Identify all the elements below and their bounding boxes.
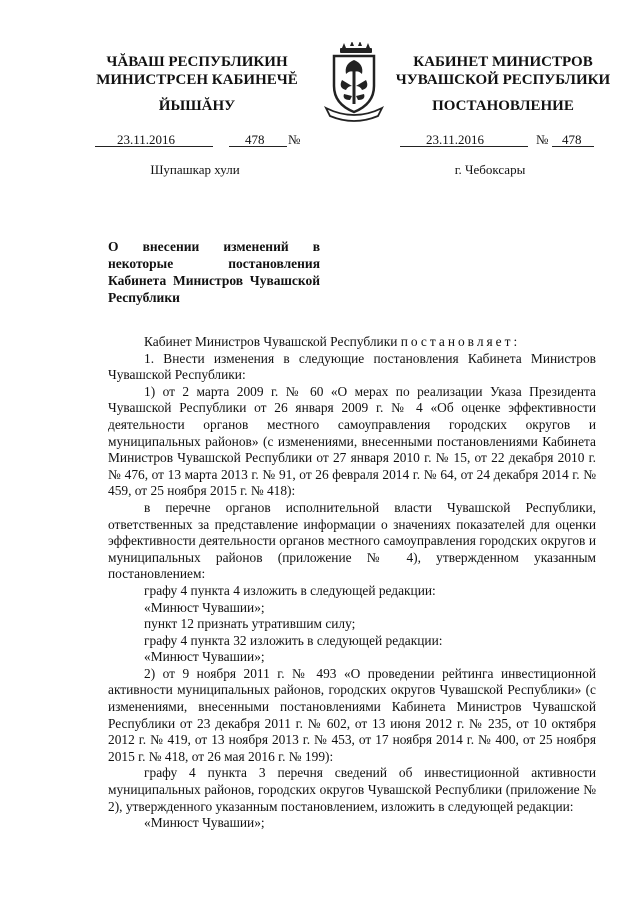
intro-resolves: постановляет: [400, 334, 521, 349]
header-left-line2: МИНИСТРСЕН КАБИНЕЧĔ [96, 72, 298, 88]
body-paragraph: «Минюст Чувашии»; [144, 815, 265, 831]
body-paragraph: графу 4 пункта 32 изложить в следующей редакции: [144, 632, 443, 648]
body-paragraph: «Минюст Чувашии»; [144, 649, 265, 665]
header-right-line1: КАБИНЕТ МИНИСТРОВ [413, 54, 593, 70]
header-left-block [82, 53, 312, 89]
header-left-line1: ЧĂВАШ РЕСПУБЛИКИН [106, 54, 288, 70]
number-sign-left: № [288, 132, 301, 147]
doctype-right: ПОСТАНОВЛЕНИЕ [432, 98, 574, 114]
number-sign-right: № [536, 132, 549, 147]
header-right-line2: ЧУВАШСКОЙ РЕСПУБЛИКИ [395, 72, 611, 88]
body-paragraph: «Минюст Чувашии»; [144, 599, 265, 615]
place-russian: г. Чебоксары [454, 162, 526, 177]
intro-paragraph [108, 334, 596, 351]
place-chuvash: Шупашкар хули [150, 162, 240, 177]
doc-number-left [95, 132, 310, 148]
document-title: О внесении изменений в некоторые постановления Кабинета Министров Чувашской Республики [108, 239, 320, 305]
doc-date-right: 23.11.2016 [426, 132, 485, 147]
header-right-block [388, 53, 618, 89]
body-paragraph: графу 4 пункта 3 перечня сведений об инвестиционной активности муниципальных районов, городских округов Чувашской Республики (приложение № 2), утвержденного указанным постановлением, изложить в следующей редакции: [108, 765, 596, 814]
body-paragraph: пункт 12 признать утратившим силу; [144, 616, 356, 632]
doc-date-left: 23.11.2016 [117, 132, 176, 147]
doctype-left: ЙЫШĂНУ [158, 98, 236, 114]
body-paragraph: 2) от 9 ноября 2011 г. № 493 «О проведении рейтинга инвестиционной активности муниципальных районов, городских округов Чувашской Республики» (с изменениями, внесенными постановлениями Кабинета Министров Чувашской Республики от 23 декабря 2011 г. № 602, от 13 июня 2012 г. № 235, от 10 октября 2012 г. № 419, от 13 ноября 2013 г. № 453, от 17 ноября 2014 г. № 400, от 25 ноября 2015 г. № 418, от 26 мая 2016 г. № 199): [108, 665, 596, 764]
body-paragraph: графу 4 пункта 4 изложить в следующей редакции: [144, 582, 436, 598]
document-body [108, 334, 596, 832]
body-paragraph: 1) от 2 марта 2009 г. № 60 «О мерах по реализации Указа Президента Чувашской Республики от 26 января 2009 г. № 4 «Об оценке эффективности деятельности органов местного самоуправления городских округов и муниципальных районов» (с изменениями, внесенными постановлениями Кабинета Министров Чувашской Республики от 27 января 2010 г. № 15, от 22 декабря 2010 г. № 476, от 13 марта 2013 г. № 91, от 26 февраля 2014 г. № 64, от 24 декабря 2014 г. № 459, от 25 ноября 2015 г. № 418): [108, 383, 596, 499]
body-paragraph: в перечне органов исполнительной власти Чувашской Республики, ответственных за представление информации о значениях показателей для оценки эффективности деятельности органов местного самоуправления городских округов и муниципальных районов (приложение № 4), утвержденном указанным постановлением: [108, 499, 596, 582]
body-paragraph: 1. Внести изменения в следующие постановления Кабинета Министров Чувашской Республики: [108, 350, 596, 383]
doc-number-right-value: 478 [562, 132, 582, 147]
coat-of-arms-icon [320, 42, 388, 124]
doc-number-left-value: 478 [245, 132, 265, 147]
intro-lead: Кабинет Министров Чувашской Республики [144, 334, 401, 349]
doc-number-right [400, 132, 595, 148]
